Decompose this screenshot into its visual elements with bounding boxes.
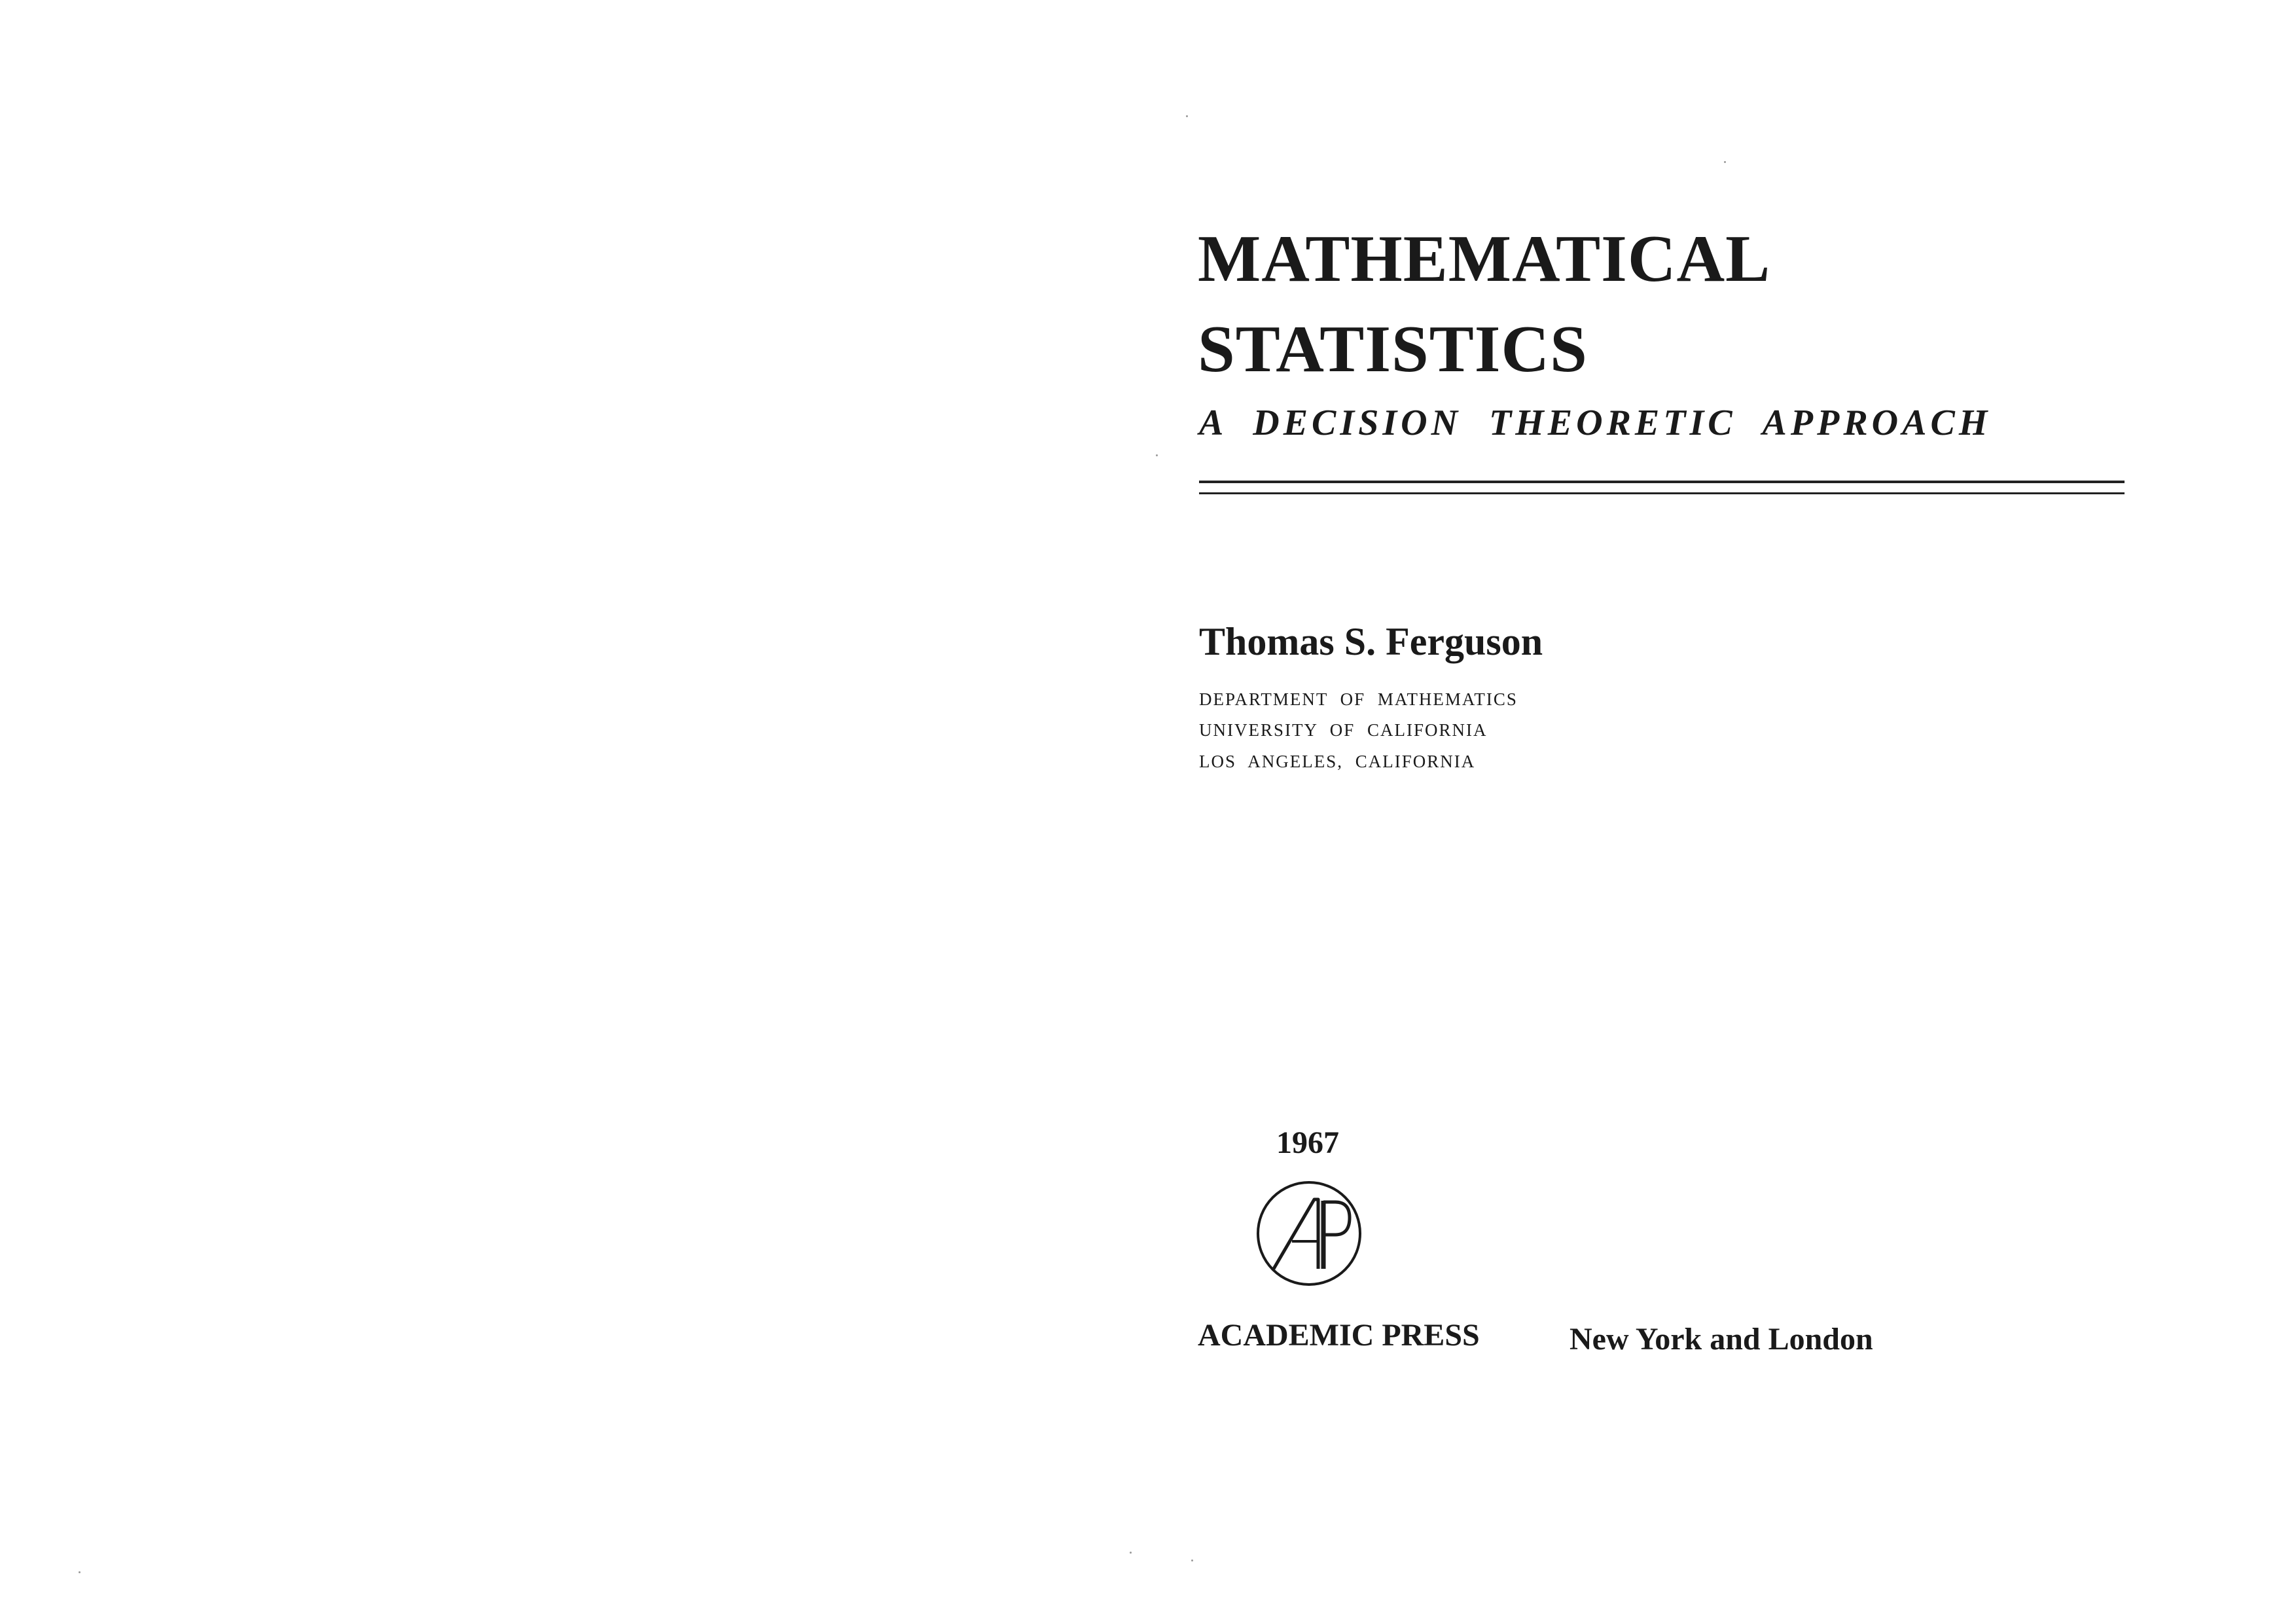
- book-title-line-1: MATHEMATICAL: [1198, 222, 1771, 296]
- author-name: Thomas S. Ferguson: [1199, 620, 1543, 663]
- author-university: UNIVERSITY OF CALIFORNIA: [1199, 720, 1488, 740]
- scan-speck: [1724, 161, 1726, 163]
- scan-speck: [1130, 1552, 1132, 1554]
- scan-speck: [79, 1571, 81, 1573]
- publication-year: 1967: [1276, 1125, 1339, 1160]
- scan-speck: [1191, 1559, 1193, 1561]
- book-subtitle: A DECISION THEORETIC APPROACH: [1199, 403, 1992, 443]
- scan-speck: [1156, 454, 1158, 456]
- title-rule-top: [1199, 481, 2125, 483]
- scan-speck: [1186, 115, 1188, 117]
- academic-press-logo-icon: [1254, 1178, 1364, 1288]
- publisher-name: ACADEMIC PRESS: [1198, 1318, 1480, 1353]
- author-department: DEPARTMENT OF MATHEMATICS: [1199, 689, 1518, 709]
- author-location: LOS ANGELES, CALIFORNIA: [1199, 752, 1476, 771]
- publisher-cities: New York and London: [1570, 1322, 1873, 1357]
- book-title-line-2: STATISTICS: [1198, 312, 1588, 386]
- title-rule-bottom: [1199, 492, 2125, 494]
